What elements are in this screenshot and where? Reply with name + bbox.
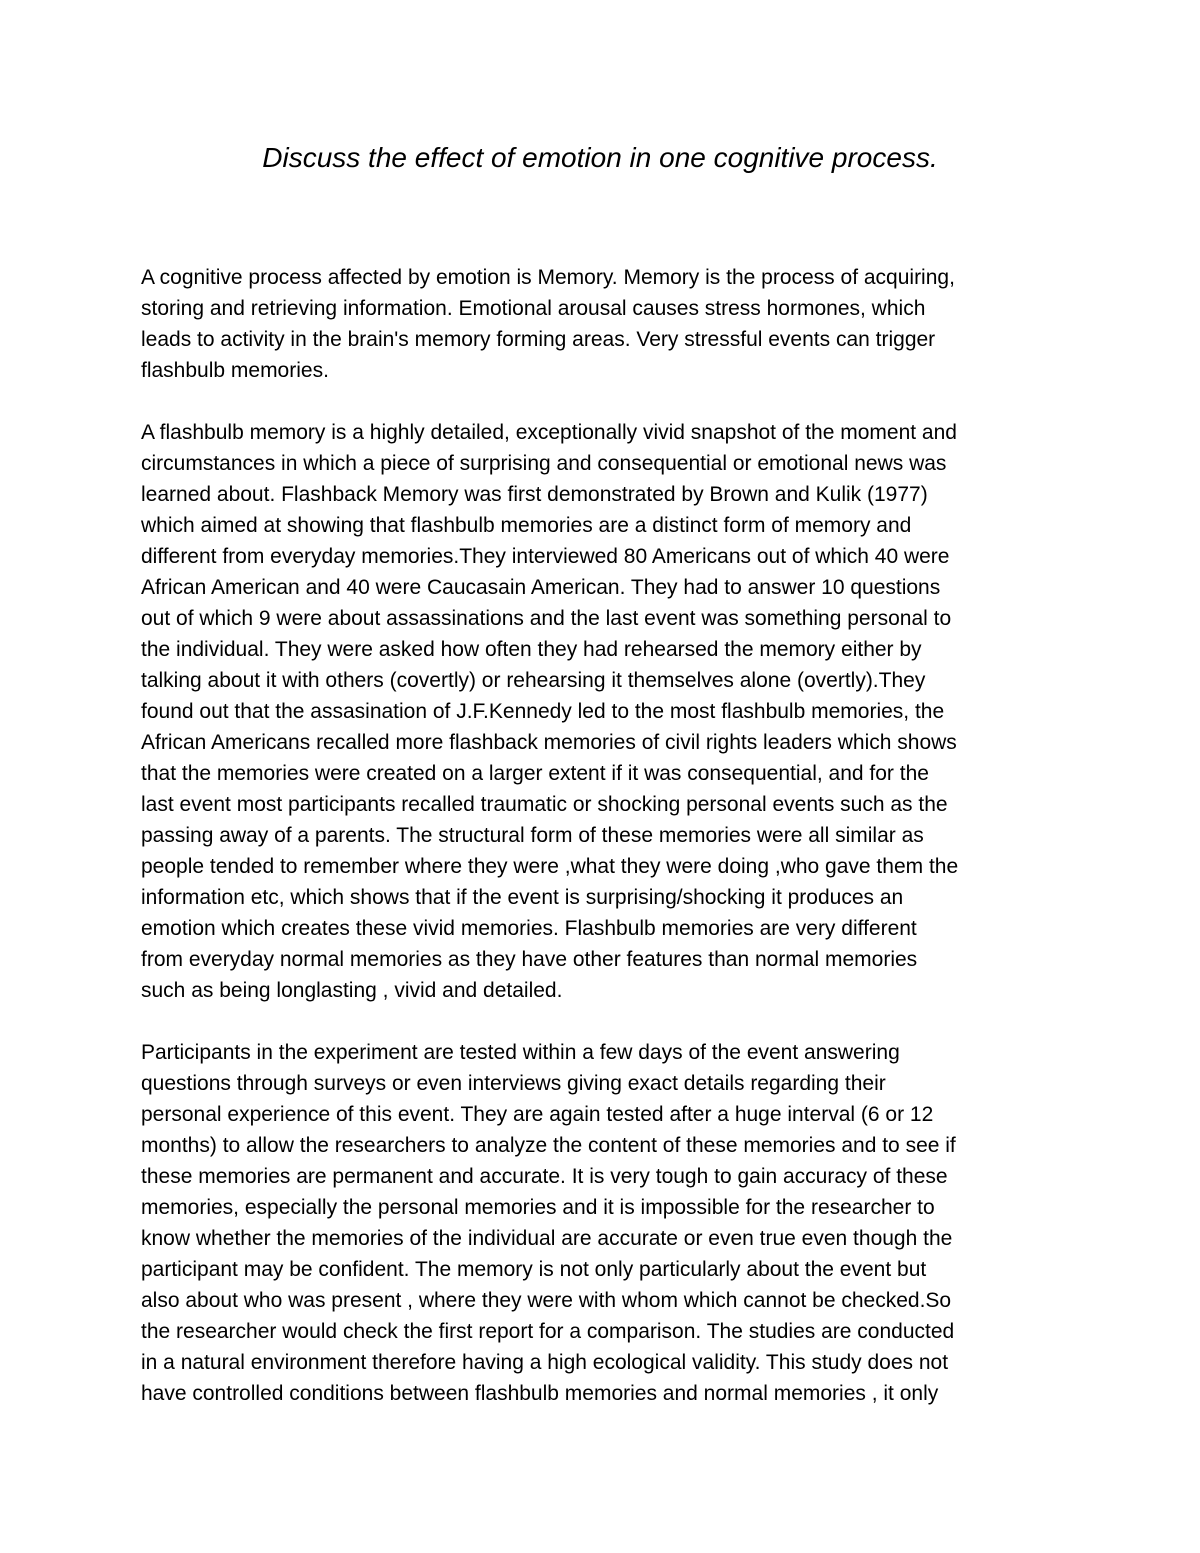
text-line: which aimed at showing that flashbulb memories are a distinct form of memory and [141,514,912,537]
text-line: talking about it with others (covertly) or rehearsing it themselves alone (overtly).They [141,669,926,692]
paragraph-1 [141,262,1071,386]
text-line: from everyday normal memories as they have other features than normal memories [141,948,918,971]
text-line: A cognitive process affected by emotion is Memory. Memory is the process of acquiring, [141,266,955,289]
text-line: learned about. Flashback Memory was first demonstrated by Brown and Kulik (1977) [141,483,928,506]
text-line: memories, especially the personal memories and it is impossible for the researcher to [141,1196,935,1219]
text-line: out of which 9 were about assassinations and the last event was something personal to [141,607,952,630]
text-line: questions through surveys or even interviews giving exact details regarding their [141,1072,886,1095]
text-line: such as being longlasting , vivid and detailed. [141,979,563,1002]
text-line: these memories are permanent and accurate. It is very tough to gain accuracy of these [141,1165,948,1188]
text-line: also about who was present , where they were with whom which cannot be checked.So [141,1289,952,1312]
text-line: in a natural environment therefore having a high ecological validity. This study does not [141,1351,949,1374]
text-line: storing and retrieving information. Emotional arousal causes stress hormones, which [141,297,926,320]
text-line: the researcher would check the first report for a comparison. The studies are conducted [141,1320,955,1343]
text-line: have controlled conditions between flashbulb memories and normal memories , it only [141,1382,939,1405]
text-line: participant may be confident. The memory is not only particularly about the event but [141,1258,927,1281]
paragraph-2 [141,417,1071,1006]
text-line: circumstances in which a piece of surprising and consequential or emotional news was [141,452,947,475]
text-line: information etc, which shows that if the event is surprising/shocking it produces an [141,886,904,909]
text-line: last event most participants recalled traumatic or shocking personal events such as the [141,793,948,816]
text-line: people tended to remember where they were ,what they were doing ,who gave them the [141,855,959,878]
text-line: the individual. They were asked how often they had rehearsed the memory either by [141,638,922,661]
text-line: different from everyday memories.They interviewed 80 Americans out of which 40 were [141,545,950,568]
text-line: passing away of a parents. The structural form of these memories were all similar as [141,824,924,847]
text-line: African American and 40 were Caucasain American. They had to answer 10 questions [141,576,941,599]
text-line: know whether the memories of the individual are accurate or even true even though the [141,1227,953,1250]
text-line: emotion which creates these vivid memories. Flashbulb memories are very different [141,917,917,940]
text-line: that the memories were created on a larger extent if it was consequential, and for the [141,762,929,785]
text-line: Participants in the experiment are tested within a few days of the event answering [141,1041,900,1064]
text-line: African Americans recalled more flashback memories of civil rights leaders which shows [141,731,957,754]
text-line: personal experience of this event. They are again tested after a huge interval (6 or 12 [141,1103,934,1126]
document-body [141,262,1071,1440]
paragraph-3 [141,1037,1071,1409]
text-line: A flashbulb memory is a highly detailed, exceptionally vivid snapshot of the moment and [141,421,957,444]
text-line: flashbulb memories. [141,359,329,382]
document-title: Discuss the effect of emotion in one cognitive process. [262,142,938,173]
text-line: leads to activity in the brain's memory forming areas. Very stressful events can trigger [141,328,936,351]
text-line: months) to allow the researchers to analyze the content of these memories and to see if [141,1134,956,1157]
text-line: found out that the assasination of J.F.Kennedy led to the most flashbulb memories, the [141,700,945,723]
